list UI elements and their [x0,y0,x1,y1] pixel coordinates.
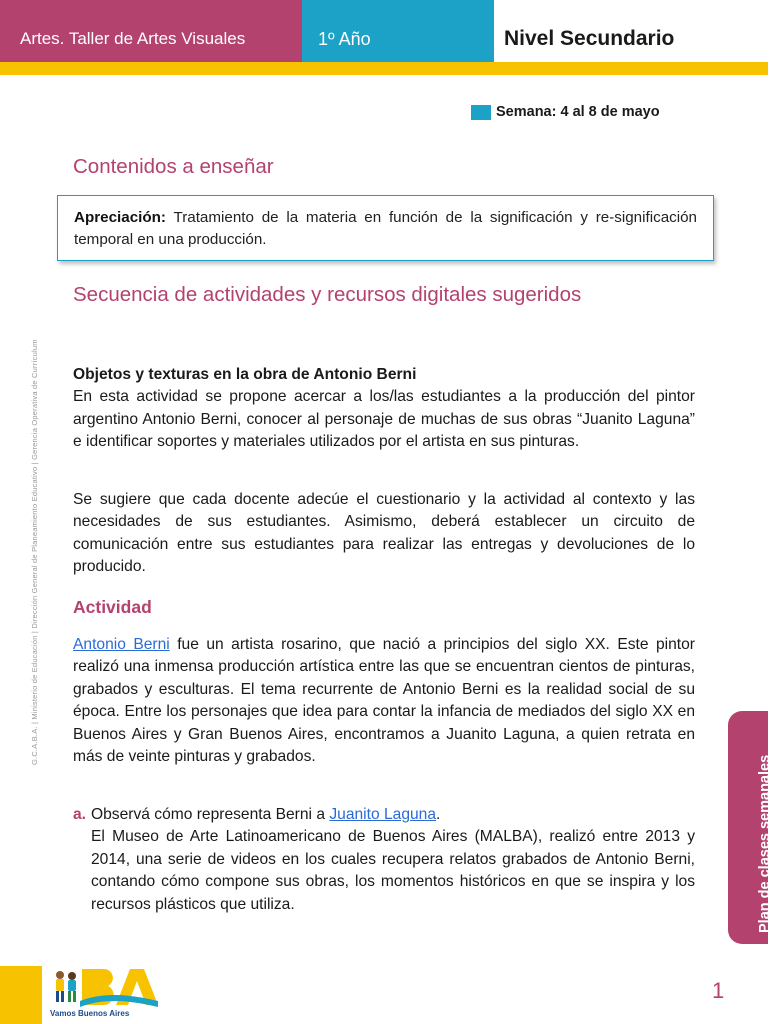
item-pre-text: Observá cómo representa Berni a [91,806,330,823]
footer-yellow-bar [0,966,42,1024]
header-subject: Artes. Taller de Artes Visuales [0,0,302,62]
juanito-laguna-link[interactable]: Juanito Laguna [329,806,437,823]
item-first-line [91,804,695,826]
week-label [471,104,660,120]
secuencia-title: Secuencia de actividades y recursos digitales sugeridos [73,283,582,306]
logo-text: Vamos Buenos Aires [50,1009,130,1018]
apreciacion-box [57,195,714,261]
paragraph-3 [73,634,695,768]
item-post-text: . [436,806,441,823]
contenidos-title: Contenidos a enseñar [73,155,274,178]
apreciacion-label: Apreciación: [74,209,166,226]
activity-item-a [73,804,695,916]
paragraph-2: Se sugiere que cada docente adecúe el cuestionario y la actividad al contexto y las necesidades de sus estudiantes. Asimismo, deberá establecer un circuito de comunicación entre sus estudiantes para realizar las entregas y devoluciones de lo producido. [73,491,695,576]
header-year: 1º Año [302,0,494,62]
page-header [0,0,768,62]
paragraph-1: En esta actividad se propone acercar a los/las estudiantes a la producción del pintor argentino Antonio Berni, conocer al personaje de muchas de sus obras “Juanito Laguna” e identificar soportes y materiales utilizados por el artista en sus pinturas. [73,388,695,451]
vertical-credit: G.C.A.B.A. | Ministerio de Educación | Dirección General de Planeamiento Educativo | Gerencia Operativa de Currículum [30,339,39,765]
week-text: Semana: 4 al 8 de mayo [496,104,660,120]
side-tab [728,711,773,944]
page-number: 1 [712,978,725,1003]
secuencia-subtitle: Objetos y texturas en la obra de Antonio Berni [73,366,417,383]
apreciacion-text: Tratamiento de la materia en función de la significación y re-significación temporal en una producción. [74,209,697,248]
paragraph-3-text: fue un artista rosarino, que nació a principios del siglo XX. Este pintor realizó una inmensa producción artística entre las que se encuentran cientos de pinturas, grabados y esculturas. El tema recurrente de Antonio Berni es la realidad social de su época. Entre los personajes que idea para contar la infancia de mediados del siglo XX en Buenos Aires y Gran Buenos Aires, encontramos a Juanito Laguna, a quien retrata en más de veinte pinturas y grabados. [73,636,696,766]
week-square-icon [471,105,491,120]
header-level: Nivel Secundario [494,0,768,62]
header-yellow-bar [0,62,768,75]
item-body-text: El Museo de Arte Latinoamericano de Buenos Aires (MALBA), realizó entre 2013 y 2014, una serie de videos en los cuales recupera relatos grabados de Antonio Berni, contando cómo compone sus obras, los momentos históricos en que se inspira y los recursos plásticos que utiliza. [91,828,695,913]
item-letter: a. [73,806,87,823]
actividad-title: Actividad [73,597,152,617]
secuencia-intro [73,364,695,454]
antonio-berni-link[interactable]: Antonio Berni [73,636,170,653]
side-tab-label: Plan de clases semanales [757,754,773,933]
